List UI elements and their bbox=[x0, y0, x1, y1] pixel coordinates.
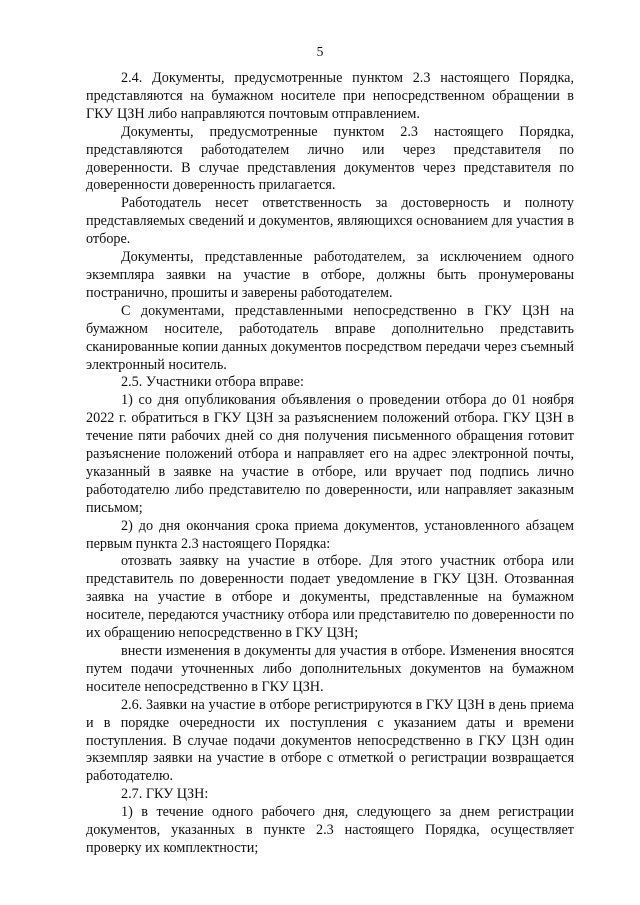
paragraph-amend: внести изменения в документы для участия в отборе. Изменения вносятся путем подачи уточненных либо дополнительных документов на бумажном носителе непосредственно в ГКУ ЦЗН. bbox=[86, 643, 574, 695]
paragraph-responsibility: Работодатель несет ответственность за достоверность и полноту представляемых сведений и документов, являющихся основанием для участия в отборе. bbox=[86, 195, 574, 248]
paragraph-2-4: 2.4. Документы, предусмотренные пунктом 2.3 настоящего Порядка, представляются на бумажном носителе при непосредственном обращении в ГКУ ЦЗН либо направляются почтовым отправлением. bbox=[86, 70, 574, 122]
paragraph-2-7-item-1: 1) в течение одного рабочего дня, следующего за днем регистрации документов, указанных в пункте 2.3 настоящего Порядка, осуществляет проверку их комплектности; bbox=[86, 804, 574, 856]
paragraph-withdraw: отозвать заявку на участие в отборе. Для этого участник отбора или представитель по доверенности подает уведомление в ГКУ ЦЗН. Отозванная заявка на участие в отборе и документы, представленные на бумажном носителе, передаются участнику отбора или представителю по доверенности по их обращению непосредственно в ГКУ ЦЗН; bbox=[86, 553, 574, 642]
paragraph-2-6: 2.6. Заявки на участие в отборе регистрируются в ГКУ ЦЗН в день приема и в порядке очередности их поступления с указанием даты и времени поступления. В случае подачи документов непосредственно в ГКУ ЦЗН один экземпляр заявки на участие в отборе с отметкой о регистрации возвращается работодателю. bbox=[86, 696, 574, 785]
paragraph-scanned-copies: С документами, представленными непосредственно в ГКУ ЦЗН на бумажном носителе, работодатель вправе дополнительно представить сканированные копии данных документов посредством передачи через съемный электронный носитель. bbox=[86, 302, 574, 373]
paragraph-2-5-item-1: 1) со дня опубликования объявления о проведении отбора до 01 ноября 2022 г. обратиться в ГКУ ЦЗН за разъяснением положений отбора. ГКУ ЦЗН в течение пяти рабочих дней со дня получения письменного обращения готовит разъяснение положений отбора и направляет его на адрес электронной почты, указанный в заявке на участие в отборе, или вручает под подпись лично работодателю либо представителю по доверенности, или направляет заказным письмом; bbox=[86, 392, 574, 516]
paragraph-representation: Документы, предусмотренные пунктом 2.3 настоящего Порядка, представляются работодателем лично или через представителя по доверенности. В случае представления документов через представителя по доверенности доверенность прилагается. bbox=[86, 123, 574, 194]
document-body bbox=[86, 70, 574, 858]
paragraph-2-5: 2.5. Участники отбора вправе: bbox=[121, 374, 304, 391]
paragraph-2-7: 2.7. ГКУ ЦЗН: bbox=[121, 786, 209, 803]
paragraph-2-5-item-2: 2) до дня окончания срока приема документов, установленного абзацем первым пункта 2.3 настоящего Порядка: bbox=[86, 517, 574, 552]
paragraph-numbering: Документы, представленные работодателем, за исключением одного экземпляра заявки на участие в отборе, должны быть пронумерованы постранично, прошиты и заверены работодателем. bbox=[86, 249, 574, 301]
page-number: 5 bbox=[316, 44, 324, 59]
